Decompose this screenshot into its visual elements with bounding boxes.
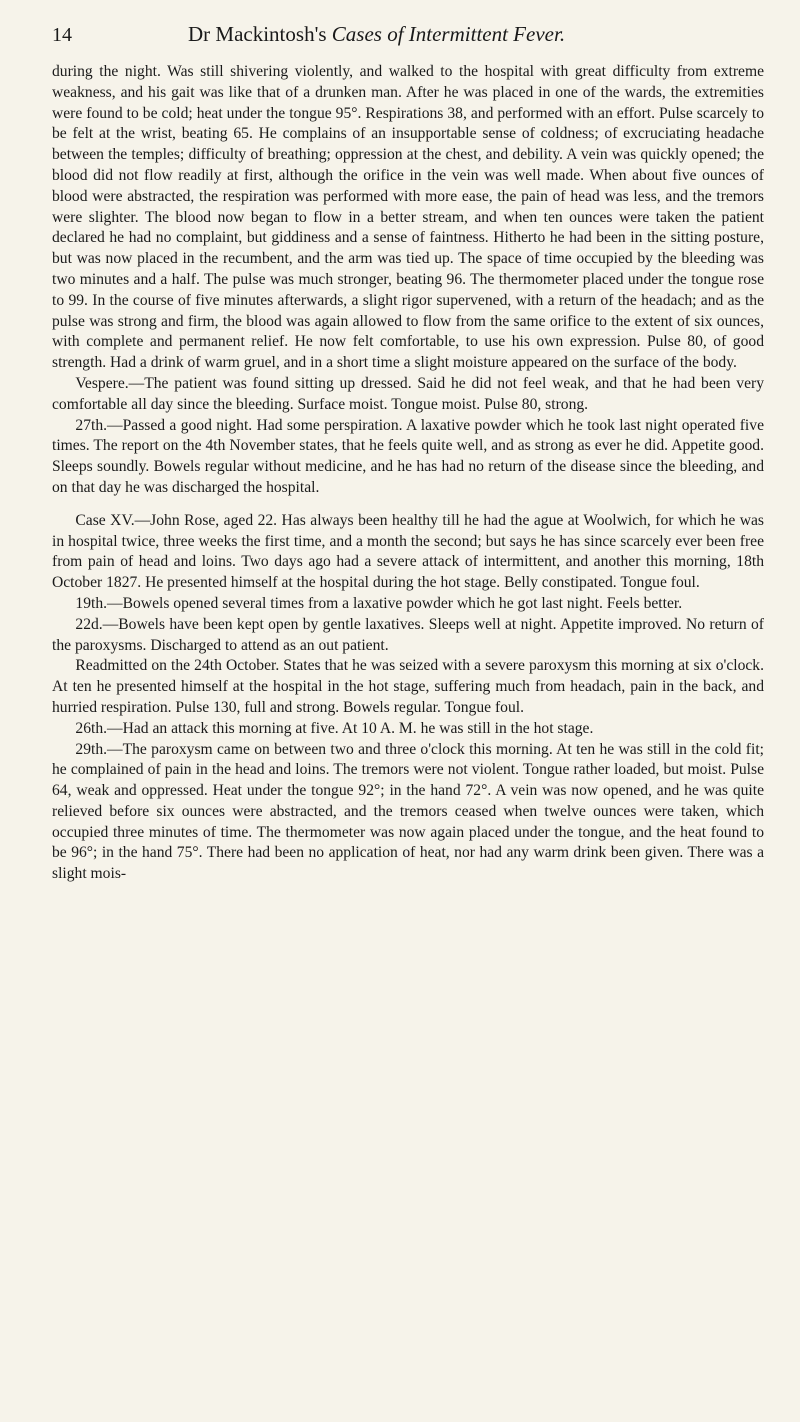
paragraph-22d: 22d.—Bowels have been kept open by gentle laxatives. Sleeps well at night. Appetite improved. No return of the paroxysms. Discharged to attend as an out patient. [52, 615, 764, 654]
paragraph-19th: 19th.—Bowels opened several times from a laxative powder which he got last night. Feels better. [75, 594, 683, 612]
running-header [52, 22, 764, 62]
paragraph-readmitted: Readmitted on the 24th October. States that he was seized with a severe paroxysm this morning at six o'clock. At ten he presented himself at the hospital in the hot stage, suffering much from headach, pain in the back, and hurried respiration. Pulse 130, full and strong. Bowels regular. Tongue foul. [52, 657, 764, 716]
paragraph-vespere: Vespere.—The patient was found sitting up dressed. Said he did not feel weak, and that he had been very comfortable all day since the bleeding. Surface moist. Tongue moist. Pulse 80, strong. [52, 374, 764, 413]
paragraph-case-xv: Case XV.—John Rose, aged 22. Has always been healthy till he had the ague at Woolwich, for which he was in hospital twice, three weeks the first time, and a month the second; but says he has since scarcely ever been free from pain of head and loins. Two days ago had a severe attack of intermittent, and another this morning, 18th October 1827. He presented himself at the hospital during the hot stage. Belly constipated. Tongue foul. [52, 511, 764, 592]
page [52, 22, 764, 885]
body-text [52, 62, 764, 885]
paragraph-27th: 27th.—Passed a good night. Had some perspiration. A laxative powder which he took last night operated five times. The report on the 4th November states, that he feels quite well, and as strong as ever he did. Appetite good. Sleeps soundly. Bowels regular without medicine, and he has had no return of the disease since the bleeding, and on that day he was discharged the hospital. [52, 416, 764, 496]
paragraph-29th: 29th.—The paroxysm came on between two and three o'clock this morning. At ten he was still in the cold fit; he complained of pain in the head and loins. The tremors were not violent. Tongue rather loaded, but moist. Pulse 64, weak and oppressed. Heat under the tongue 92°; in the hand 72°. A vein was now opened, and he was quite relieved before six ounces were abstracted, and the tremors ceased when twelve ounces were taken, which occupied three minutes of time. The thermometer was now again placed under the tongue, and the heat found to be 96°; in the hand 75°. There had been no application of heat, nor had any warm drink been given. There was a slight mois- [52, 740, 764, 883]
page-number: 14 [52, 24, 72, 46]
paragraph-26th: 26th.—Had an attack this morning at five. At 10 A. M. he was still in the hot stage. [75, 719, 594, 737]
paragraph-continuation: during the night. Was still shivering violently, and walked to the hospital with great difficulty from extreme weakness, and his gait was like that of a drunken man. After he was placed in one of the wards, the extremities were found to be cold; heat under the tongue 95°. Respirations 38, and performed with an effort. Pulse scarcely to be felt at the wrist, beating 65. He complains of an insupportable sense of coldness; of excruciating headache between the temples; difficulty of breathing; oppression at the chest, and debility. A vein was quickly opened; the blood did not flow readily at first, although the orifice in the vein was well made. When about five ounces of blood were abstracted, the respiration was performed with more ease, the pain of head was less, and the tremors were slighter. The blood now began to flow in a better stream, and when ten ounces were taken the patient declared he had no complaint, but giddiness and a sense of faintness. Hitherto he had been in the sitting posture, but was now placed in the recumbent, and the arm was tied up. The space of time occupied by the bleeding was two minutes and a half. The pulse was much stronger, beating 96. The thermometer placed under the tongue rose to 99. In the course of five minutes afterwards, a slight rigor supervened, with a return of the headach; and as the pulse was strong and firm, the blood was again allowed to flow from the same orifice to the extent of six ounces, with complete and permanent relief. He now felt comfortable, to use his own expression. Pulse 80, of good strength. Had a drink of warm gruel, and in a short time a slight moisture appeared on the surface of the body. [52, 63, 764, 372]
running-title [188, 22, 565, 47]
running-title-author: Dr Mackintosh's [188, 22, 327, 46]
running-title-italic: Cases of Intermittent Fever. [331, 22, 566, 46]
